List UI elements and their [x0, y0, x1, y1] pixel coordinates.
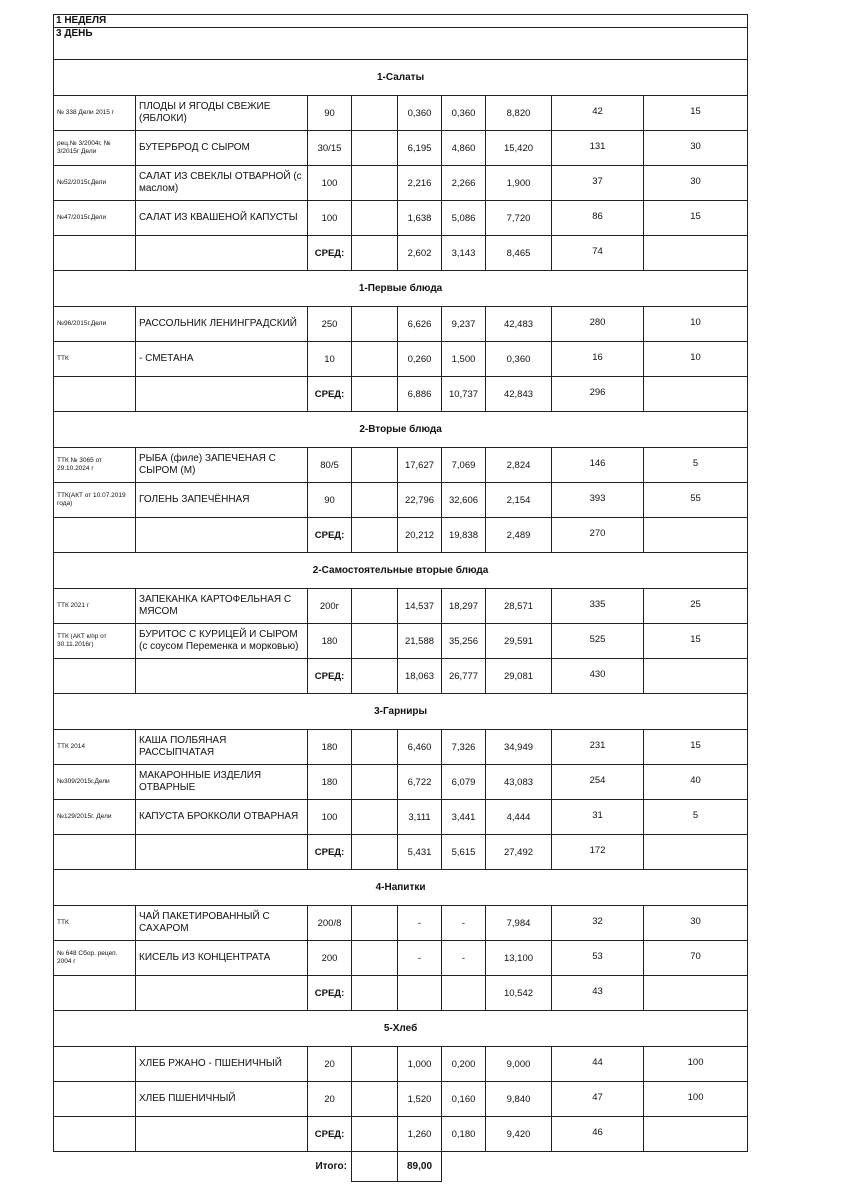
avg-empty-name [136, 835, 308, 870]
recipe-code: № 338 Дели 2015 г [54, 96, 136, 131]
total-label: Итого: [315, 1161, 347, 1173]
dish-row [54, 307, 748, 342]
section-title: 1-Первые блюда [54, 271, 748, 307]
avg-fats: 26,777 [442, 659, 486, 694]
portion-weight: 30/15 [308, 131, 352, 166]
avg-energy-kcal: 296 [552, 377, 644, 412]
price: 5 [644, 800, 748, 835]
fats: 35,256 [442, 624, 486, 659]
carbs: 28,571 [486, 589, 552, 624]
extra-cell [352, 131, 398, 166]
avg-label: СРЕД: [308, 236, 352, 271]
portion-weight: 100 [308, 166, 352, 201]
avg-proteins: 5,431 [398, 835, 442, 870]
recipe-code [54, 1082, 136, 1117]
proteins: 6,195 [398, 131, 442, 166]
section-title: 2-Самостоятельные вторые блюда [54, 553, 748, 589]
proteins: 2,216 [398, 166, 442, 201]
dish-row [54, 1082, 748, 1117]
avg-empty-code [54, 377, 136, 412]
fats: 9,237 [442, 307, 486, 342]
price: 30 [644, 131, 748, 166]
avg-proteins: 2,602 [398, 236, 442, 271]
avg-energy-kcal: 430 [552, 659, 644, 694]
recipe-code: № 648 Сбор. рецеп. 2004 г [54, 941, 136, 976]
carbs: 1,900 [486, 166, 552, 201]
avg-proteins [398, 976, 442, 1011]
fats: 0,160 [442, 1082, 486, 1117]
proteins: 0,360 [398, 96, 442, 131]
menu-table [53, 14, 748, 1182]
proteins: 6,460 [398, 730, 442, 765]
carbs: 2,154 [486, 483, 552, 518]
average-row [54, 976, 748, 1011]
proteins: - [398, 906, 442, 941]
avg-carbs: 9,420 [486, 1117, 552, 1152]
portion-weight: 180 [308, 624, 352, 659]
dish-name: КАПУСТА БРОККОЛИ ОТВАРНАЯ [136, 800, 308, 835]
avg-empty-code [54, 1117, 136, 1152]
extra-cell [352, 1047, 398, 1082]
portion-weight: 100 [308, 201, 352, 236]
avg-fats: 3,143 [442, 236, 486, 271]
extra-cell [352, 307, 398, 342]
fats: 0,360 [442, 96, 486, 131]
avg-fats: 5,615 [442, 835, 486, 870]
fats: 0,200 [442, 1047, 486, 1082]
energy-kcal: 31 [552, 800, 644, 835]
carbs: 34,949 [486, 730, 552, 765]
price: 10 [644, 342, 748, 377]
avg-empty-name [136, 518, 308, 553]
carbs: 15,420 [486, 131, 552, 166]
carbs: 4,444 [486, 800, 552, 835]
dish-name: ГОЛЕНЬ ЗАПЕЧЁННАЯ [136, 483, 308, 518]
dish-name: ХЛЕБ РЖАНО - ПШЕНИЧНЫЙ [136, 1047, 308, 1082]
avg-energy-kcal: 270 [552, 518, 644, 553]
dish-row [54, 201, 748, 236]
portion-weight: 10 [308, 342, 352, 377]
section-title: 4-Напитки [54, 870, 748, 906]
avg-empty-code [54, 236, 136, 271]
dish-name: БУРИТОС С КУРИЦЕЙ И СЫРОМ (с соусом Переменка и морковью) [136, 624, 308, 659]
dish-row [54, 941, 748, 976]
dish-name: ЧАЙ ПАКЕТИРОВАННЫЙ С САХАРОМ [136, 906, 308, 941]
energy-kcal: 53 [552, 941, 644, 976]
proteins: 6,722 [398, 765, 442, 800]
dish-row [54, 131, 748, 166]
average-row [54, 659, 748, 694]
price: 100 [644, 1082, 748, 1117]
dish-name: ЗАПЕКАНКА КАРТОФЕЛЬНАЯ С МЯСОМ [136, 589, 308, 624]
price: 15 [644, 96, 748, 131]
portion-weight: 100 [308, 800, 352, 835]
avg-label: СРЕД: [308, 659, 352, 694]
avg-empty-code [54, 518, 136, 553]
average-row [54, 518, 748, 553]
extra-cell [352, 448, 398, 483]
recipe-code: ТТК 2014 [54, 730, 136, 765]
energy-kcal: 44 [552, 1047, 644, 1082]
avg-empty-name [136, 976, 308, 1011]
price: 15 [644, 730, 748, 765]
dish-row [54, 906, 748, 941]
avg-empty-name [136, 377, 308, 412]
recipe-code: рец.№ 3/2004г, № 3/2015г Дели [54, 131, 136, 166]
proteins: 14,537 [398, 589, 442, 624]
fats: - [442, 941, 486, 976]
carbs: 7,984 [486, 906, 552, 941]
portion-weight: 20 [308, 1047, 352, 1082]
avg-empty-extra [352, 835, 398, 870]
carbs: 7,720 [486, 201, 552, 236]
energy-kcal: 42 [552, 96, 644, 131]
proteins: 0,260 [398, 342, 442, 377]
carbs: 2,824 [486, 448, 552, 483]
avg-fats [442, 976, 486, 1011]
avg-energy-kcal: 172 [552, 835, 644, 870]
portion-weight: 180 [308, 765, 352, 800]
section-header-row [54, 553, 748, 589]
avg-empty-name [136, 1117, 308, 1152]
avg-empty-price [644, 236, 748, 271]
avg-proteins: 6,886 [398, 377, 442, 412]
price: 15 [644, 201, 748, 236]
recipe-code: ТТК № 3065 от 29.10.2024 г [54, 448, 136, 483]
section-title: 2-Вторые блюда [54, 412, 748, 448]
average-row [54, 377, 748, 412]
avg-label: СРЕД: [308, 518, 352, 553]
energy-kcal: 32 [552, 906, 644, 941]
energy-kcal: 47 [552, 1082, 644, 1117]
total-row [54, 1152, 748, 1182]
extra-cell [352, 96, 398, 131]
carbs: 0,360 [486, 342, 552, 377]
avg-label: СРЕД: [308, 976, 352, 1011]
fats: 5,086 [442, 201, 486, 236]
dish-row [54, 589, 748, 624]
recipe-code: №52/2015г.Дели [54, 166, 136, 201]
carbs: 43,083 [486, 765, 552, 800]
recipe-code: ТТК 2021 г [54, 589, 136, 624]
extra-cell [352, 730, 398, 765]
section-title: 1-Салаты [54, 60, 748, 96]
dish-name: РЫБА (филе) ЗАПЕЧЕНАЯ С СЫРОМ (М) [136, 448, 308, 483]
average-row [54, 835, 748, 870]
avg-empty-price [644, 835, 748, 870]
avg-empty-price [644, 377, 748, 412]
fats: 18,297 [442, 589, 486, 624]
avg-empty-code [54, 659, 136, 694]
energy-kcal: 335 [552, 589, 644, 624]
energy-kcal: 231 [552, 730, 644, 765]
avg-fats: 10,737 [442, 377, 486, 412]
dish-name: КАША ПОЛБЯНАЯ РАССЫПЧАТАЯ [136, 730, 308, 765]
proteins: 6,626 [398, 307, 442, 342]
dish-name: РАССОЛЬНИК ЛЕНИНГРАДСКИЙ [136, 307, 308, 342]
fats: 32,606 [442, 483, 486, 518]
avg-empty-code [54, 976, 136, 1011]
average-row [54, 1117, 748, 1152]
extra-cell [352, 800, 398, 835]
carbs: 13,100 [486, 941, 552, 976]
price: 10 [644, 307, 748, 342]
fats: 1,500 [442, 342, 486, 377]
avg-empty-extra [352, 976, 398, 1011]
avg-empty-name [136, 659, 308, 694]
extra-cell [352, 166, 398, 201]
carbs: 9,000 [486, 1047, 552, 1082]
proteins: 22,796 [398, 483, 442, 518]
energy-kcal: 254 [552, 765, 644, 800]
fats: 3,441 [442, 800, 486, 835]
avg-proteins: 18,063 [398, 659, 442, 694]
portion-weight: 90 [308, 96, 352, 131]
extra-cell [352, 201, 398, 236]
dish-row [54, 624, 748, 659]
day-label: 3 ДЕНЬ [54, 28, 748, 60]
price: 15 [644, 624, 748, 659]
recipe-code: ТТК (АКТ к/пр от 30.11.2016г) [54, 624, 136, 659]
price: 100 [644, 1047, 748, 1082]
dish-row [54, 1047, 748, 1082]
recipe-code: №129/2015г. Дели [54, 800, 136, 835]
avg-proteins: 20,212 [398, 518, 442, 553]
fats: - [442, 906, 486, 941]
proteins: 21,588 [398, 624, 442, 659]
avg-carbs: 2,489 [486, 518, 552, 553]
avg-carbs: 27,492 [486, 835, 552, 870]
extra-cell [352, 342, 398, 377]
proteins: - [398, 941, 442, 976]
avg-fats: 19,838 [442, 518, 486, 553]
price: 70 [644, 941, 748, 976]
avg-carbs: 29,081 [486, 659, 552, 694]
avg-carbs: 10,542 [486, 976, 552, 1011]
avg-label: СРЕД: [308, 377, 352, 412]
carbs: 29,591 [486, 624, 552, 659]
extra-cell [352, 765, 398, 800]
dish-row [54, 483, 748, 518]
avg-empty-code [54, 835, 136, 870]
price: 30 [644, 906, 748, 941]
fats: 7,069 [442, 448, 486, 483]
price: 5 [644, 448, 748, 483]
dish-row [54, 448, 748, 483]
total-value: 89,00 [398, 1152, 442, 1182]
avg-empty-price [644, 518, 748, 553]
portion-weight: 20 [308, 1082, 352, 1117]
extra-cell [352, 1082, 398, 1117]
section-title: 5-Хлеб [54, 1011, 748, 1047]
section-header-row [54, 694, 748, 730]
energy-kcal: 131 [552, 131, 644, 166]
total-empty [352, 1152, 398, 1182]
energy-kcal: 525 [552, 624, 644, 659]
energy-kcal: 86 [552, 201, 644, 236]
avg-carbs: 8,465 [486, 236, 552, 271]
avg-empty-price [644, 976, 748, 1011]
recipe-code: №309/2015г.Дели [54, 765, 136, 800]
avg-empty-price [644, 1117, 748, 1152]
proteins: 1,000 [398, 1047, 442, 1082]
portion-weight: 200 [308, 941, 352, 976]
proteins: 3,111 [398, 800, 442, 835]
dish-row [54, 730, 748, 765]
avg-empty-price [644, 659, 748, 694]
total-spacer [442, 1152, 748, 1182]
price: 25 [644, 589, 748, 624]
recipe-code: №47/2015г.Дели [54, 201, 136, 236]
price: 30 [644, 166, 748, 201]
dish-name: КИСЕЛЬ ИЗ КОНЦЕНТРАТА [136, 941, 308, 976]
portion-weight: 180 [308, 730, 352, 765]
extra-cell [352, 941, 398, 976]
avg-empty-extra [352, 377, 398, 412]
menu-document [53, 14, 747, 1182]
price: 55 [644, 483, 748, 518]
avg-fats: 0,180 [442, 1117, 486, 1152]
proteins: 1,638 [398, 201, 442, 236]
portion-weight: 200г [308, 589, 352, 624]
recipe-code [54, 1047, 136, 1082]
fats: 4,860 [442, 131, 486, 166]
energy-kcal: 146 [552, 448, 644, 483]
avg-empty-extra [352, 1117, 398, 1152]
carbs: 42,483 [486, 307, 552, 342]
portion-weight: 250 [308, 307, 352, 342]
price: 40 [644, 765, 748, 800]
dish-row [54, 342, 748, 377]
carbs: 8,820 [486, 96, 552, 131]
avg-empty-extra [352, 659, 398, 694]
section-header-row [54, 870, 748, 906]
fats: 2,266 [442, 166, 486, 201]
avg-empty-extra [352, 518, 398, 553]
avg-proteins: 1,260 [398, 1117, 442, 1152]
avg-energy-kcal: 43 [552, 976, 644, 1011]
dish-row [54, 800, 748, 835]
section-header-row [54, 1011, 748, 1047]
dish-row [54, 166, 748, 201]
section-header-row [54, 412, 748, 448]
extra-cell [352, 483, 398, 518]
recipe-code: ТТК [54, 342, 136, 377]
avg-empty-name [136, 236, 308, 271]
section-header-row [54, 271, 748, 307]
carbs: 9,840 [486, 1082, 552, 1117]
extra-cell [352, 906, 398, 941]
dish-name: ХЛЕБ ПШЕНИЧНЫЙ [136, 1082, 308, 1117]
dish-name: САЛАТ ИЗ СВЕКЛЫ ОТВАРНОЙ (с маслом) [136, 166, 308, 201]
dish-row [54, 765, 748, 800]
dish-name: ПЛОДЫ И ЯГОДЫ СВЕЖИЕ (ЯБЛОКИ) [136, 96, 308, 131]
avg-label: СРЕД: [308, 1117, 352, 1152]
energy-kcal: 16 [552, 342, 644, 377]
recipe-code: №96/2015г.Дели [54, 307, 136, 342]
avg-label: СРЕД: [308, 835, 352, 870]
avg-energy-kcal: 74 [552, 236, 644, 271]
portion-weight: 80/5 [308, 448, 352, 483]
proteins: 17,627 [398, 448, 442, 483]
energy-kcal: 280 [552, 307, 644, 342]
recipe-code: ТТК(АКТ от 10.07.2019 года) [54, 483, 136, 518]
dish-row [54, 96, 748, 131]
dish-name: - СМЕТАНА [136, 342, 308, 377]
section-header-row [54, 60, 748, 96]
avg-carbs: 42,843 [486, 377, 552, 412]
avg-empty-extra [352, 236, 398, 271]
energy-kcal: 393 [552, 483, 644, 518]
dish-name: МАКАРОННЫЕ ИЗДЕЛИЯ ОТВАРНЫЕ [136, 765, 308, 800]
energy-kcal: 37 [552, 166, 644, 201]
extra-cell [352, 589, 398, 624]
recipe-code: ТТК [54, 906, 136, 941]
avg-energy-kcal: 46 [552, 1117, 644, 1152]
extra-cell [352, 624, 398, 659]
average-row [54, 236, 748, 271]
fats: 6,079 [442, 765, 486, 800]
portion-weight: 90 [308, 483, 352, 518]
dish-name: САЛАТ ИЗ КВАШЕНОЙ КАПУСТЫ [136, 201, 308, 236]
dish-name: БУТЕРБРОД С СЫРОМ [136, 131, 308, 166]
week-label: 1 НЕДЕЛЯ [54, 15, 748, 28]
fats: 7,326 [442, 730, 486, 765]
portion-weight: 200/8 [308, 906, 352, 941]
section-title: 3-Гарниры [54, 694, 748, 730]
proteins: 1,520 [398, 1082, 442, 1117]
